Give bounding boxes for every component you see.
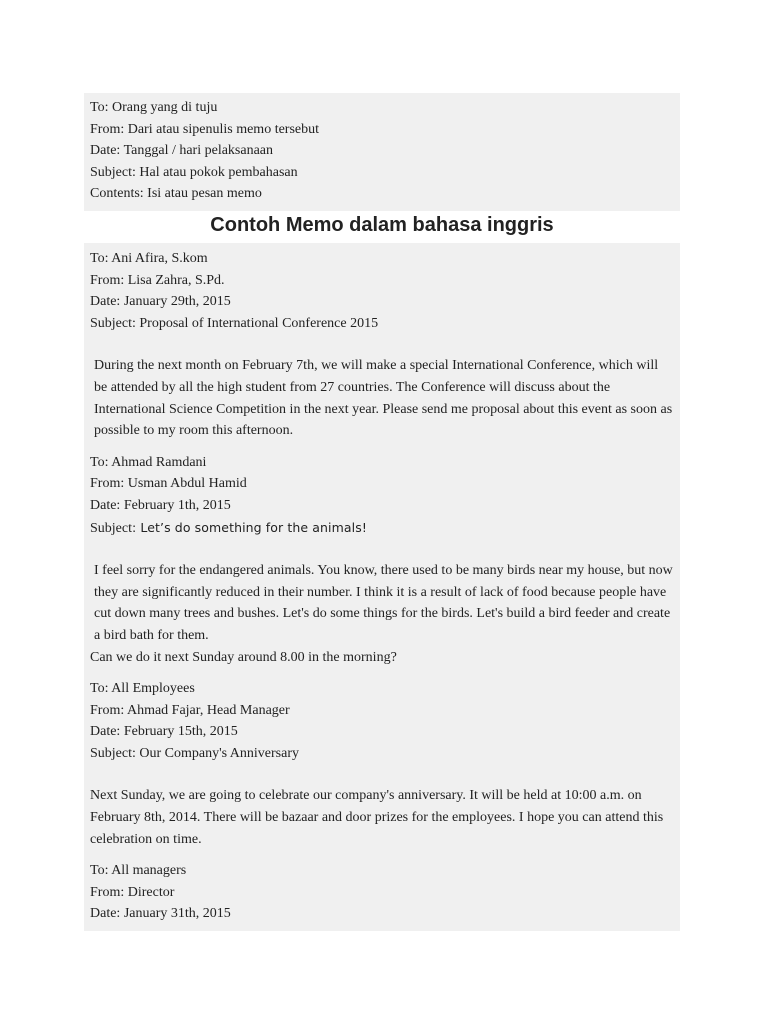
memo-1	[90, 248, 674, 442]
memo-3-from: From: Ahmad Fajar, Head Manager	[90, 702, 290, 718]
memo-3-to: To: All Employees	[90, 681, 195, 697]
memo-4-date: Date: January 31th, 2015	[90, 906, 231, 922]
memo-format-block	[84, 93, 680, 211]
page-heading: Contoh Memo dalam bahasa inggris	[210, 214, 554, 236]
format-from: From: Dari atau sipenulis memo tersebut	[90, 121, 320, 137]
memo-1-body: During the next month on February 7th, we will make a special International Conference, which will be attended by all the high student from 27 countries. The Conference will discuss about the International Science Competition in the next year. Please send me proposal about this event as soon as possible to my room this afternoon.	[94, 358, 673, 439]
memo-1-to: To: Ani Afira, S.kom	[90, 251, 208, 266]
memo-4-from: From: Director	[90, 884, 175, 900]
memo-4-to: To: All managers	[90, 863, 187, 879]
memo-3	[90, 678, 674, 850]
memo-1-from: From: Lisa Zahra, S.Pd.	[90, 272, 225, 288]
memo-1-subject: Subject: Proposal of International Conference 2015	[90, 315, 379, 331]
memo-examples-block	[84, 243, 680, 931]
memo-3-date: Date: February 15th, 2015	[90, 724, 238, 740]
memo-4	[90, 860, 674, 925]
format-subject: Subject: Hal atau pokok pembahasan	[90, 164, 298, 180]
memo-2-subject-label: Subject	[90, 520, 132, 536]
memo-2-date: Date: February 1th, 2015	[90, 497, 231, 513]
memo-2-subject	[90, 517, 674, 540]
memo-3-body: Next Sunday, we are going to celebrate our company's anniversary. It will be held at 10:00 a.m. on February 8th, 2014. There will be bazaar and door prizes for the employees. I hope you can attend this celebration on time.	[90, 788, 664, 847]
format-contents: Contents: Isi atau pesan memo	[90, 186, 262, 202]
memo-2-body-2: Can we do it next Sunday around 8.00 in the morning?	[90, 649, 397, 665]
format-to: To: Orang yang di tuju	[90, 100, 218, 115]
memo-2-body: I feel sorry for the endangered animals. You know, there used to be many birds near my house, but now they are significantly reduced in their number. I think it is a result of lack of food because people have cut down many trees and bushes. Let's do some things for the birds. Let's build a bird feeder and create a bird bath for them.	[94, 563, 673, 643]
memo-2-to: To: Ahmad Ramdani	[90, 454, 207, 470]
format-date: Date: Tanggal / hari pelaksanaan	[90, 143, 274, 159]
memo-2-from: From: Usman Abdul Hamid	[90, 476, 247, 492]
memo-2	[90, 452, 674, 668]
memo-1-date: Date: January 29th, 2015	[90, 294, 231, 310]
memo-2-subject-text: : Let’s do something for the animals!	[132, 519, 367, 535]
memo-3-subject: Subject: Our Company's Anniversary	[90, 745, 299, 761]
